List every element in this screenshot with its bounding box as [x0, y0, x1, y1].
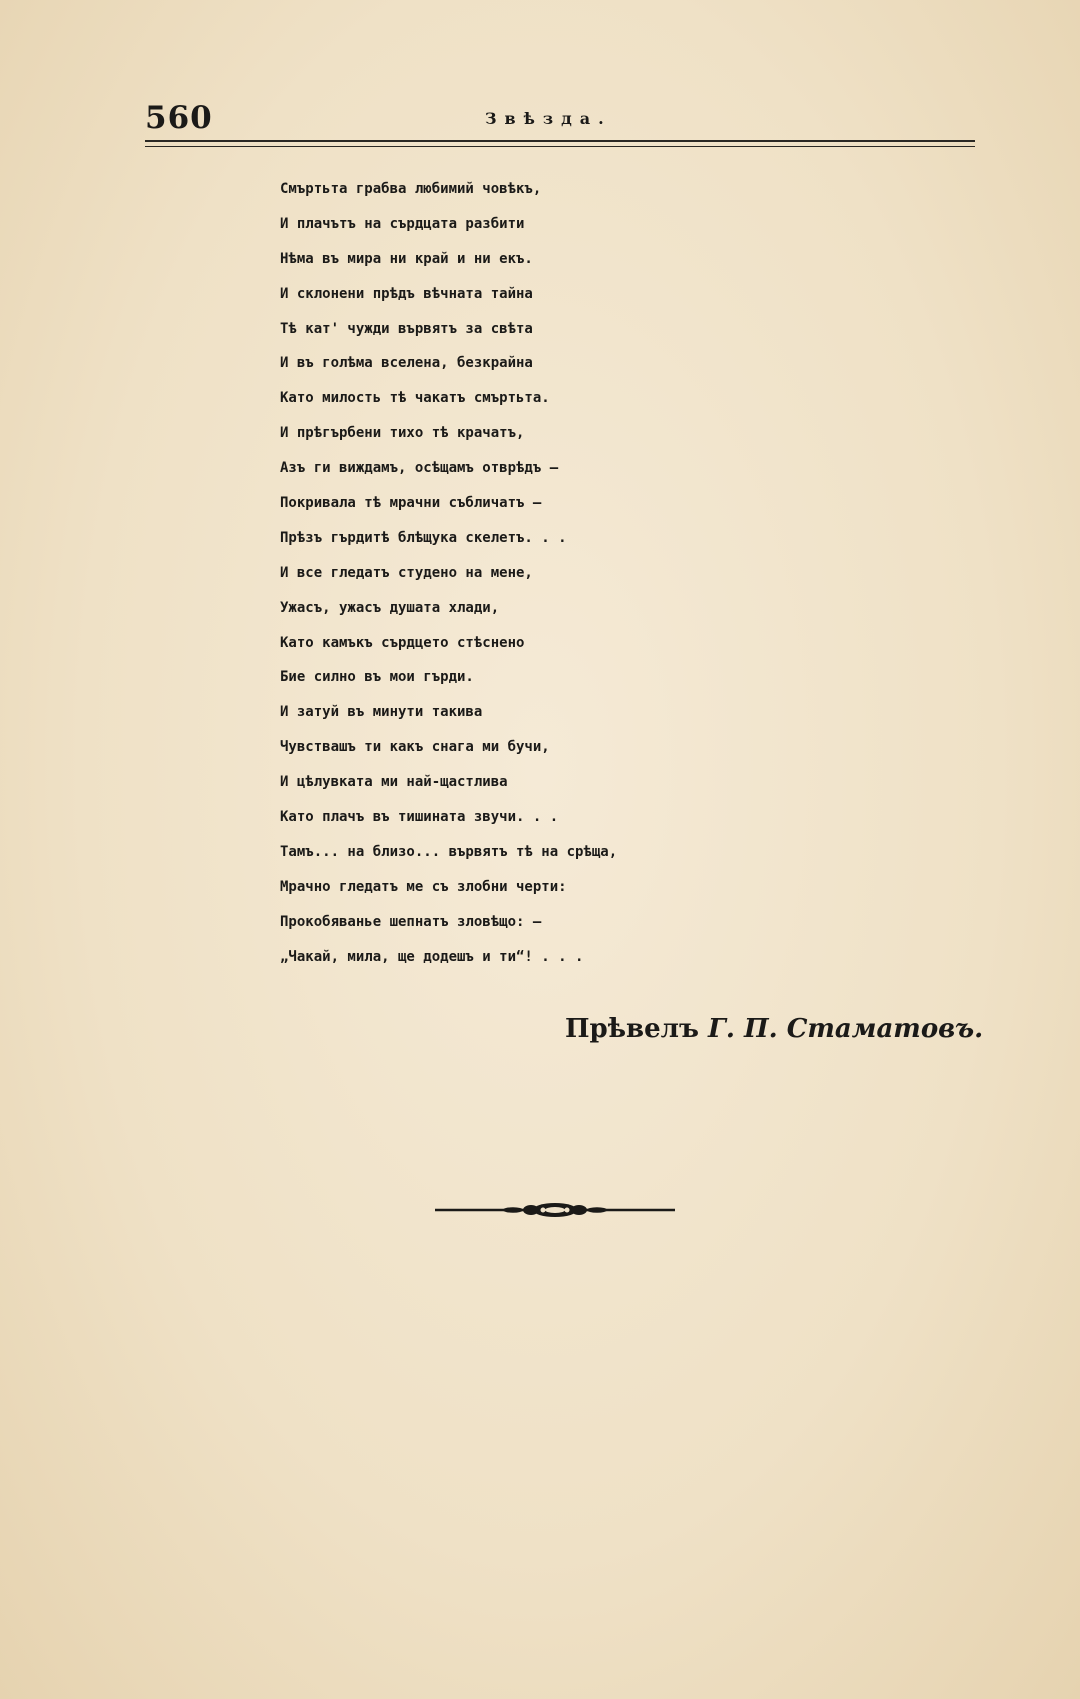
poem-line: И цѣлувката ми най-щастлива [280, 774, 508, 791]
poem-line: И плачътъ на сърдцата разбити [280, 215, 525, 232]
poem-line: Азъ ги виждамъ, осѣщамъ отврѣдъ — [280, 460, 559, 477]
running-title: Звѣзда. [485, 109, 612, 128]
poem-line: Ужасъ, ужасъ душата хлади, [280, 599, 500, 616]
poem-line: Като камъкъ сърдцето стѣснено [280, 634, 525, 651]
poem-line: „Чакай, мила, ще додешъ и ти“! . . . [280, 948, 584, 965]
poem-line: И въ голѣма вселена, безкрайна [280, 355, 533, 372]
poem-line: Като плачъ въ тишината звучи. . . [280, 809, 559, 826]
poem-line: Покривала тѣ мрачни събличатъ — [280, 495, 542, 512]
poem-line: Нѣма въ мира ни край и ни екъ. [280, 250, 533, 267]
page-number: 560 [145, 100, 213, 136]
header-double-rule [145, 140, 975, 147]
translator-name: Г. П. Стаматовъ. [707, 1014, 984, 1044]
page-header [145, 100, 975, 140]
translator-signature [565, 1014, 983, 1044]
poem-line: Като милость тѣ чакатъ смъртьта. [280, 390, 550, 407]
poem-line: Бие силно въ мои гърди. [280, 669, 474, 686]
poem-line: Прокобяванье шепнатъ зловѣщо: — [280, 913, 542, 930]
poem-line: Смъртьта грабва любимий човѣкъ, [280, 181, 542, 197]
poem-line: И все гледатъ студено на мене, [280, 564, 533, 581]
poem-line: Прѣзъ гърдитѣ блѣщука скелетъ. . . [280, 529, 567, 546]
poem-line: Тѣ кат' чужди вървятъ за свѣта [280, 320, 533, 337]
poem-line: И прѣгърбени тихо тѣ крачатъ, [280, 425, 525, 442]
poem-line: И склонени прѣдъ вѣчната тайна [280, 285, 533, 302]
poem-line: И затуй въ минути такива [280, 704, 483, 721]
signature-prefix: Прѣвелъ [565, 1014, 699, 1044]
poem-line: Чувствашъ ти какъ снага ми бучи, [280, 739, 550, 756]
poem-line: Тамъ... на близо... вървятъ тѣ на срѣща, [280, 843, 618, 860]
decorative-rule-ornament-icon [435, 1198, 675, 1222]
poem-stanza [280, 172, 900, 974]
poem-line: Мрачно гледатъ ме съ злобни черти: [280, 878, 567, 895]
